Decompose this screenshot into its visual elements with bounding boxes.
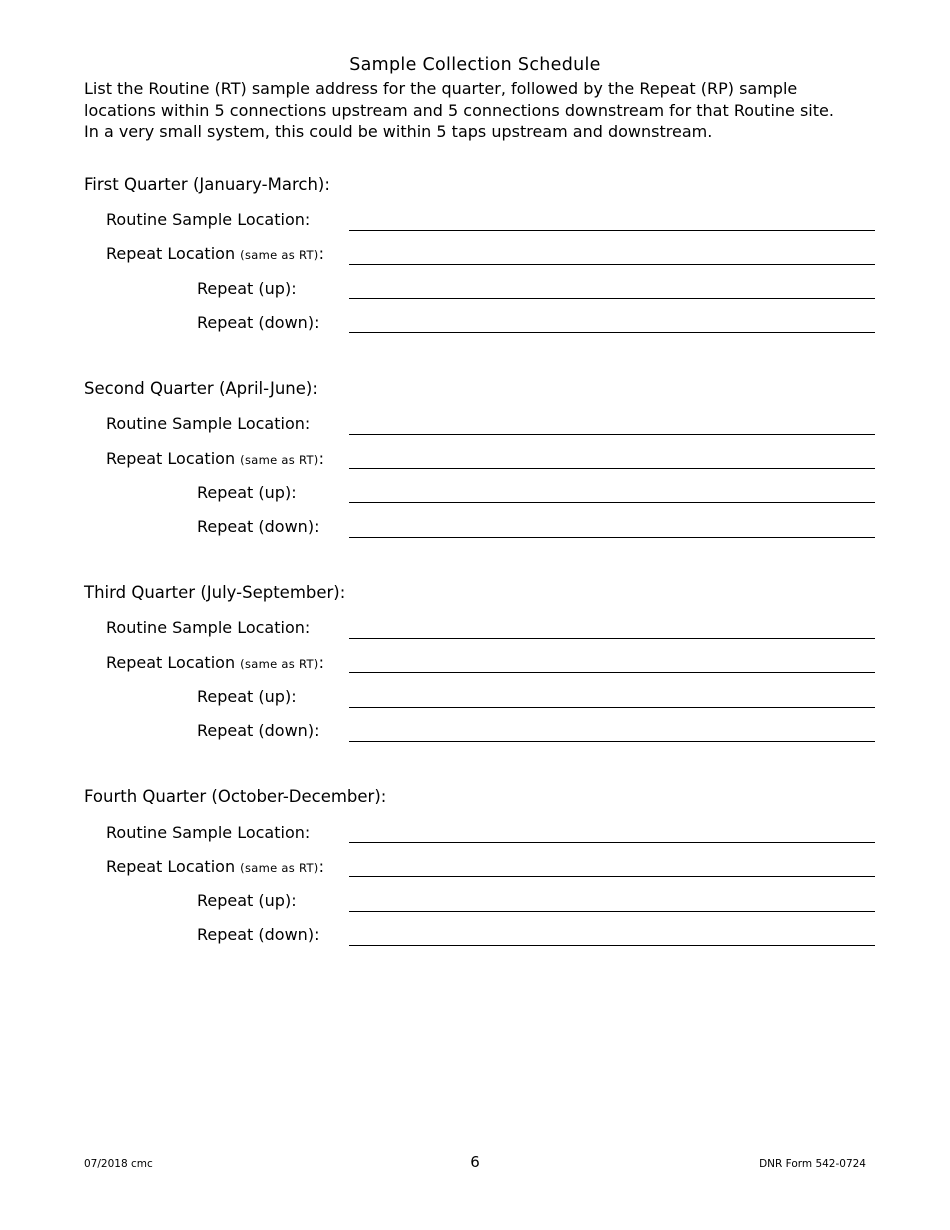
repeat-location-field[interactable] (349, 468, 875, 469)
repeat-location-note: (same as RT) (240, 248, 319, 262)
repeat-down-label: Repeat (down): (197, 925, 320, 944)
repeat-location-text: Repeat Location (106, 653, 236, 672)
page-footer (0, 1155, 950, 1175)
label-colon: : (318, 653, 324, 672)
footer-revision-date: 07/2018 cmc (84, 1158, 153, 1170)
routine-location-label: Routine Sample Location: (106, 618, 311, 637)
repeat-up-label: Repeat (up): (197, 687, 297, 706)
repeat-location-note: (same as RT) (240, 657, 319, 671)
quarter-heading: Third Quarter (July-September): (84, 583, 346, 602)
repeat-location-label (106, 653, 324, 672)
instructions (84, 78, 904, 143)
instruction-line: In a very small system, this could be within 5 taps upstream and downstream. (84, 122, 713, 141)
label-colon: : (318, 244, 324, 263)
repeat-down-field[interactable] (349, 332, 875, 333)
repeat-up-field[interactable] (349, 911, 875, 912)
repeat-location-field[interactable] (349, 876, 875, 877)
repeat-location-text: Repeat Location (106, 857, 236, 876)
repeat-up-label: Repeat (up): (197, 483, 297, 502)
repeat-up-field[interactable] (349, 502, 875, 503)
routine-location-label: Routine Sample Location: (106, 823, 311, 842)
repeat-up-field[interactable] (349, 298, 875, 299)
routine-location-field[interactable] (349, 638, 875, 639)
repeat-up-label: Repeat (up): (197, 891, 297, 910)
quarter-heading: Second Quarter (April-June): (84, 379, 318, 398)
repeat-location-text: Repeat Location (106, 244, 236, 263)
repeat-up-field[interactable] (349, 707, 875, 708)
repeat-up-label: Repeat (up): (197, 279, 297, 298)
repeat-location-label (106, 244, 324, 263)
quarter-heading: First Quarter (January-March): (84, 175, 330, 194)
quarter-heading: Fourth Quarter (October-December): (84, 787, 387, 806)
repeat-down-label: Repeat (down): (197, 313, 320, 332)
repeat-location-text: Repeat Location (106, 449, 236, 468)
instruction-line: List the Routine (RT) sample address for the quarter, followed by the Repeat (RP) sample (84, 79, 798, 98)
label-colon: : (318, 449, 324, 468)
routine-location-field[interactable] (349, 230, 875, 231)
repeat-location-label (106, 449, 324, 468)
repeat-down-label: Repeat (down): (197, 721, 320, 740)
form-number: DNR Form 542-0724 (759, 1158, 866, 1170)
routine-location-field[interactable] (349, 842, 875, 843)
repeat-location-note: (same as RT) (240, 453, 319, 467)
repeat-down-field[interactable] (349, 945, 875, 946)
repeat-down-field[interactable] (349, 741, 875, 742)
instruction-line: locations within 5 connections upstream and 5 connections downstream for that Routine site. (84, 100, 834, 120)
page-number: 6 (470, 1153, 480, 1171)
repeat-down-label: Repeat (down): (197, 517, 320, 536)
routine-location-label: Routine Sample Location: (106, 414, 311, 433)
page-title: Sample Collection Schedule (349, 55, 601, 75)
repeat-location-note: (same as RT) (240, 861, 319, 875)
repeat-location-field[interactable] (349, 264, 875, 265)
repeat-location-field[interactable] (349, 672, 875, 673)
label-colon: : (318, 857, 324, 876)
routine-location-field[interactable] (349, 434, 875, 435)
repeat-location-label (106, 857, 324, 876)
repeat-down-field[interactable] (349, 537, 875, 538)
routine-location-label: Routine Sample Location: (106, 210, 311, 229)
